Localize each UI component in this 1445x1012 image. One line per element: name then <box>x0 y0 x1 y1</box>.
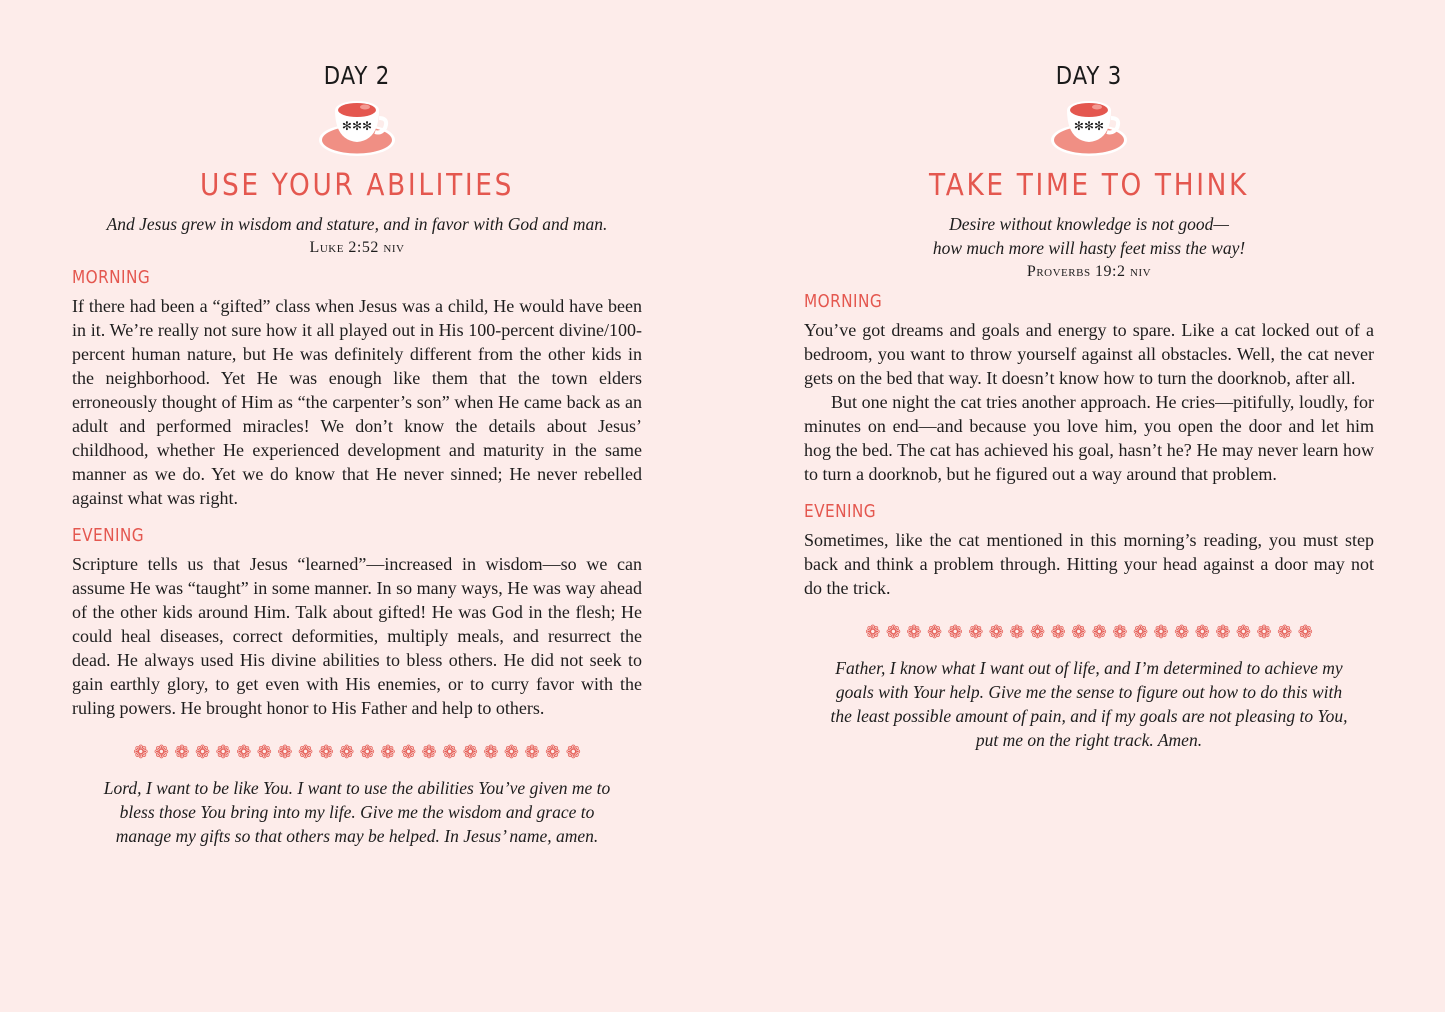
evening-paragraph: Scripture tells us that Jesus “learned”—increased in wisdom—so we can assume He was “taught” in some manner. In so many ways, He was way ahead of the other kids around Him. Talk about gifted! He was God in the flesh; He could heal diseases, correct deformities, multiply meals, and resurrect the dead. He always used His divine abilities to bless others. He did not seek to gain earthly glory, to get even with His enemies, or to curry favor with the ruling powers. He brought honor to His Father and help to others. <box>72 554 642 718</box>
evening-heading: EVENING <box>72 525 145 546</box>
svg-text:✻✻✻: ✻✻✻ <box>341 119 373 133</box>
flower-icon: ❁ <box>988 622 1004 642</box>
page-title: USE YOUR ABILITIES <box>200 168 514 203</box>
prayer-text: Father, I know what I want out of life, and I’m determined to achieve my goals with Your help. Give me the sense to figure out how to do this with the least possible amount of pain, and if my goals are not pleasing to You, put me on the right track. Amen. <box>830 658 1348 750</box>
flower-icon: ❁ <box>1174 622 1190 642</box>
flower-icon: ❁ <box>545 742 561 762</box>
flower-icon: ❁ <box>1235 622 1251 642</box>
flower-icon: ❁ <box>927 622 943 642</box>
flower-icon: ❁ <box>1256 622 1272 642</box>
flower-divider <box>804 622 1374 642</box>
page-title: TAKE TIME TO THINK <box>929 168 1249 203</box>
scripture-reference: Proverbs 19:2 niv <box>1026 263 1152 280</box>
flower-icon: ❁ <box>1029 622 1046 642</box>
flower-icon: ❁ <box>565 742 581 762</box>
flower-icon: ❁ <box>133 742 149 762</box>
scripture-verse-line-2: how much more will hasty feet miss the way! <box>932 238 1246 258</box>
scripture-verse-line-1: Desire without knowledge is not good— <box>949 214 1229 234</box>
flower-icon: ❁ <box>1050 622 1066 642</box>
flower-icon: ❁ <box>297 742 314 762</box>
evening-heading: EVENING <box>804 501 877 522</box>
page-day-2 <box>72 0 642 848</box>
scripture-reference: Luke 2:52 niv <box>309 239 405 256</box>
evening-paragraph: Sometimes, like the cat mentioned in this morning’s reading, you must step back and think a problem through. Hitting your head against a door may not do the trick. <box>804 530 1374 598</box>
flower-icon: ❁ <box>359 742 375 762</box>
flower-icon: ❁ <box>1215 622 1231 642</box>
morning-heading: MORNING <box>804 291 883 312</box>
flower-icon: ❁ <box>236 742 252 762</box>
flower-divider <box>72 742 642 762</box>
flower-icon: ❁ <box>1071 622 1087 642</box>
morning-paragraph: But one night the cat tries another approach. He cries—pitifully, loudly, for minutes on end—and because you love him, you open the door and let him hog the bed. The cat has achieved his goal, hasn’t he? He may never learn how to turn a doorknob, but he figured out a way around that problem. <box>804 392 1374 484</box>
flower-icon: ❁ <box>277 742 293 762</box>
flower-icon: ❁ <box>442 742 458 762</box>
teacup-icon <box>72 96 642 158</box>
day-label: DAY 3 <box>1055 61 1123 90</box>
flower-icon: ❁ <box>174 742 190 762</box>
day-label: DAY 2 <box>323 61 391 90</box>
flower-icon: ❁ <box>865 622 881 642</box>
flower-icon: ❁ <box>318 742 334 762</box>
flower-icon: ❁ <box>483 742 499 762</box>
flower-icon: ❁ <box>1091 622 1107 642</box>
flower-icon: ❁ <box>503 742 519 762</box>
flower-icon: ❁ <box>256 742 272 762</box>
flower-icon: ❁ <box>968 622 984 642</box>
flower-icon: ❁ <box>1297 622 1313 642</box>
prayer-text: Lord, I want to be like You. I want to use the abilities You’ve given me to bless those You bring into my life. Give me the wisdom and grace to manage my gifts so that others may be helped. In Jesus’ name, amen. <box>103 778 611 846</box>
flower-icon: ❁ <box>1153 622 1169 642</box>
scripture-verse: And Jesus grew in wisdom and stature, and in favor with God and man. <box>106 214 608 234</box>
flower-icon: ❁ <box>1009 622 1025 642</box>
morning-paragraph: You’ve got dreams and goals and energy to spare. Like a cat locked out of a bedroom, you want to throw yourself against all obstacles. Well, the cat never gets on the bed that way. It doesn’t know how to turn the doorknob, after all. <box>804 320 1374 388</box>
flower-icon: ❁ <box>524 742 540 762</box>
teacup-icon <box>804 96 1374 158</box>
svg-text:✻✻✻: ✻✻✻ <box>1073 119 1105 133</box>
flower-icon: ❁ <box>195 742 211 762</box>
flower-icon: ❁ <box>906 622 922 642</box>
flower-icon: ❁ <box>400 742 417 762</box>
flower-icon: ❁ <box>885 622 901 642</box>
morning-heading: MORNING <box>72 267 151 288</box>
morning-paragraph: If there had been a “gifted” class when Jesus was a child, He would have been in it. We’re really not sure how it all played out in His 100-percent divine/100-percent human nature, but He was definitely different from the other kids in the neighborhood. Yet He was enough like them that the town elders erroneously thought of Him as “the carpenter’s son” when He came back as an adult and performed miracles! We don’t know the details about Jesus’ childhood, whether He experienced development and maturity in the same manner as we do. Yet we do know that He never sinned; He never rebelled against what was right. <box>72 296 642 508</box>
flower-icon: ❁ <box>1132 622 1149 642</box>
flower-icon: ❁ <box>380 742 396 762</box>
flower-icon: ❁ <box>1194 622 1210 642</box>
flower-icon: ❁ <box>215 742 231 762</box>
flower-icon: ❁ <box>1112 622 1128 642</box>
flower-icon: ❁ <box>153 742 169 762</box>
flower-icon: ❁ <box>339 742 355 762</box>
flower-icon: ❁ <box>421 742 437 762</box>
flower-icon: ❁ <box>1277 622 1293 642</box>
page-day-3 <box>804 0 1374 752</box>
flower-icon: ❁ <box>462 742 478 762</box>
flower-icon: ❁ <box>947 622 963 642</box>
